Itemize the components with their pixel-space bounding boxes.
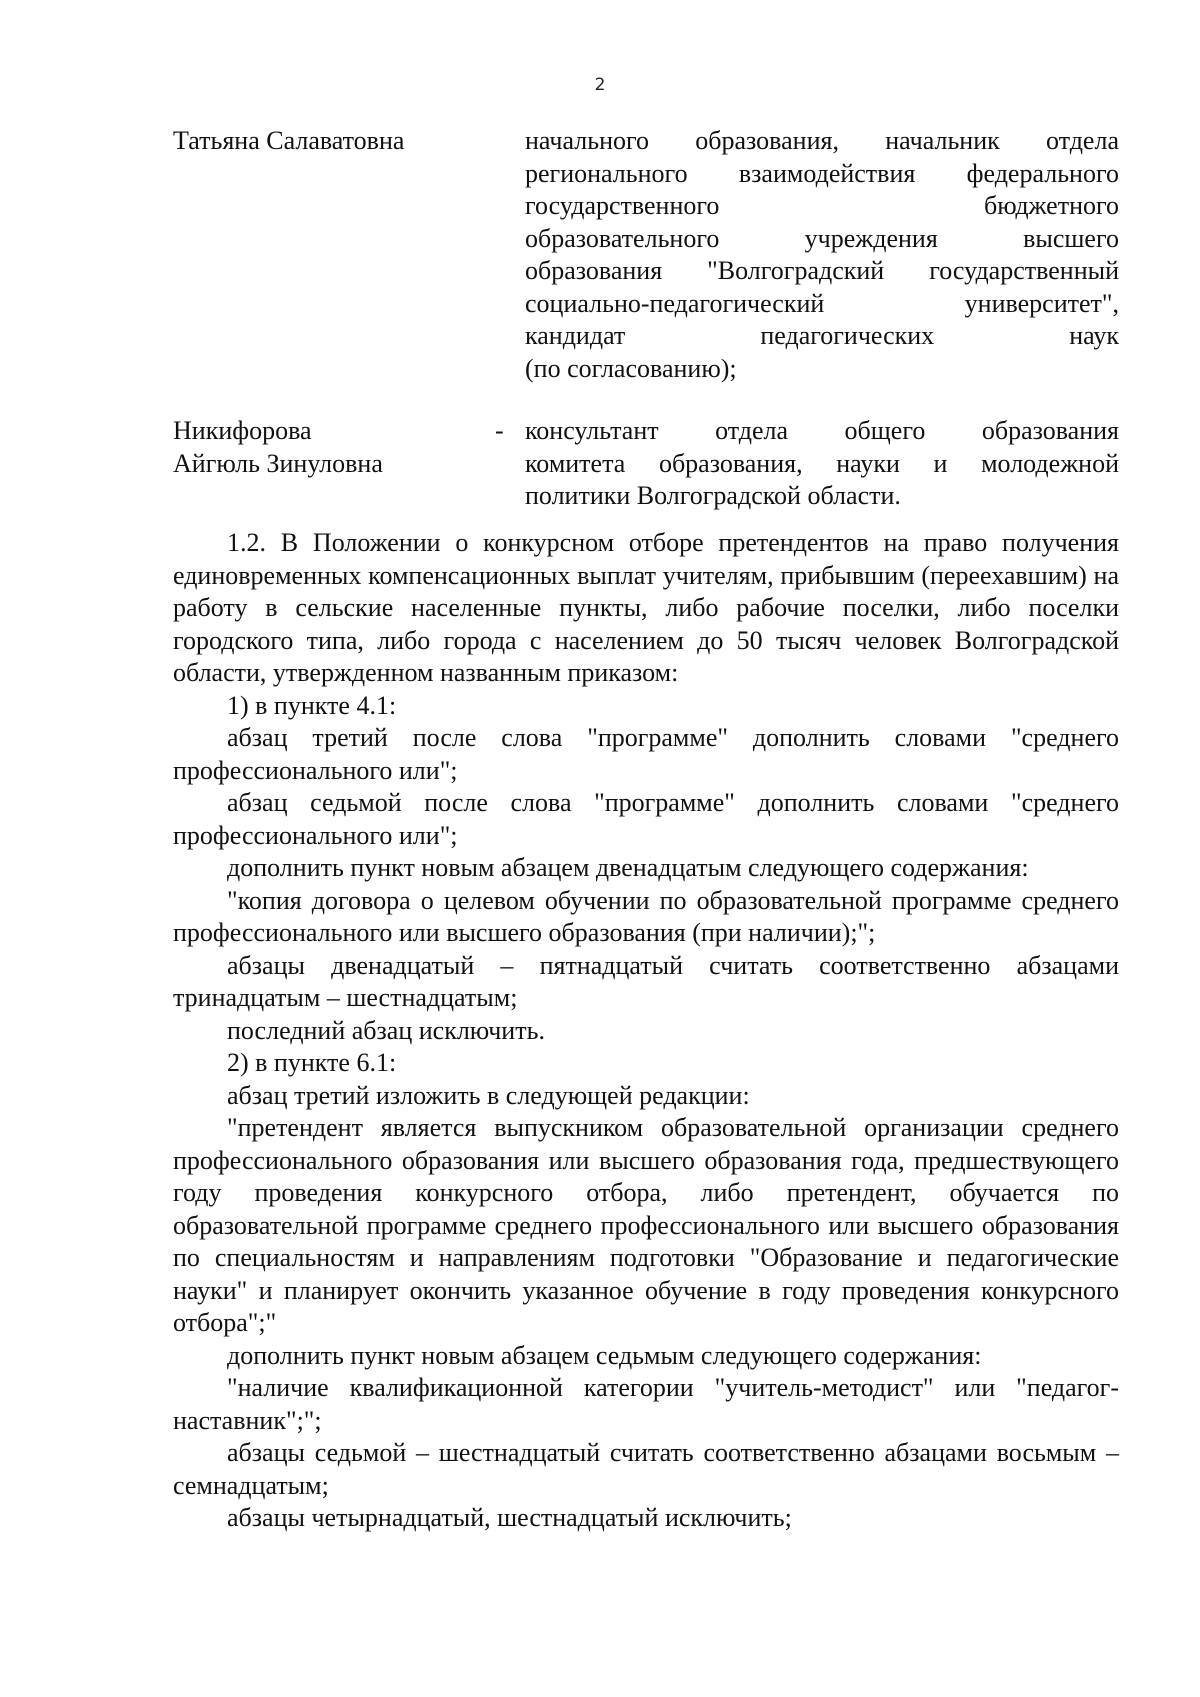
name-separator-dash: - — [495, 416, 504, 445]
paragraph: абзацы двенадцатый – пятнадцатый считать соответственно абзацами тринадцатым – шестнадцатым; — [173, 950, 1119, 1012]
paragraph: последний абзац исключить. — [227, 1015, 545, 1045]
position-line: регионального взаимодействия федерального — [525, 158, 1119, 188]
paragraph: абзацы седьмой – шестнадцатый считать соответственно абзацами восьмым – семнадцатым; — [173, 1438, 1119, 1500]
commission-member-row — [173, 415, 1119, 515]
paragraph-quote: "наличие квалификационной категории "учитель-методист" или "педагог-наставник";"; — [173, 1373, 1119, 1435]
paragraph: дополнить пункт новым абзацем седьмым следующего содержания: — [227, 1340, 982, 1370]
paragraph: абзац седьмой после слова "программе" дополнить словами "среднего профессионального или"; — [173, 788, 1119, 850]
paragraph-section-1-2: 1.2. В Положении о конкурсном отборе претендентов на право получения единовременных компенсационных выплат учителям, прибывшим (переехавшим) на работу в сельские населенные пункты, либо рабочие поселки, либо поселки городского типа, либо города с населением до 50 тысяч человек Волгоградской области, утвержденном названным приказом: — [173, 528, 1119, 687]
position-line: образования "Волгоградский государственный — [525, 256, 1119, 285]
member-position — [525, 415, 1119, 513]
position-line: консультант отдела общего образования — [525, 416, 1119, 445]
paragraph: абзац третий изложить в следующей редакции: — [227, 1080, 750, 1110]
position-line: политики Волгоградской области. — [525, 481, 901, 510]
paragraph-item-1: 1) в пункте 4.1: — [227, 690, 397, 720]
paragraph: абзацы четырнадцатый, шестнадцатый исключить; — [227, 1503, 792, 1532]
position-line: государственного бюджетного — [525, 191, 1119, 220]
paragraph-quote: "копия договора о целевом обучении по образовательной программе среднего профессионального или высшего образования (при наличии);"; — [173, 885, 1119, 947]
member-name — [173, 125, 503, 158]
member-position — [525, 125, 1119, 385]
document-body — [173, 527, 1119, 1535]
position-line: комитета образования, науки и молодежной — [525, 448, 1119, 478]
position-line: начального образования, начальник отдела — [525, 126, 1119, 155]
position-line: социально-педагогический университет", — [525, 288, 1119, 318]
commission-member-row — [173, 125, 1119, 395]
member-name-line: Татьяна Салаватовна — [173, 126, 405, 155]
paragraph-item-2: 2) в пункте 6.1: — [227, 1048, 397, 1077]
member-name — [173, 415, 503, 480]
position-line: (по согласованию); — [525, 353, 737, 383]
paragraph: дополнить пункт новым абзацем двенадцатым следующего содержания: — [227, 853, 1029, 882]
position-line: образовательного учреждения высшего — [525, 223, 1119, 253]
member-given-names: Айгюль Зинуловна — [173, 448, 383, 478]
paragraph-quote: "претендент является выпускником образовательной организации среднего профессионального образования или высшего образования года, предшествующего году проведения конкурсного отбора, либо претендент, обучается по образовательной программе среднего профессионального или высшего образования по специальностям и направлениям подготовки "Образование и педагогические науки" и планирует окончить указанное обучение в году проведения конкурсного отбора";" — [173, 1113, 1119, 1337]
member-surname: Никифорова — [173, 416, 312, 445]
paragraph: абзац третий после слова "программе" дополнить словами "среднего профессионального или"; — [173, 723, 1119, 785]
page-number: 2 — [594, 75, 606, 95]
position-line: кандидат педагогических наук — [525, 321, 1119, 350]
